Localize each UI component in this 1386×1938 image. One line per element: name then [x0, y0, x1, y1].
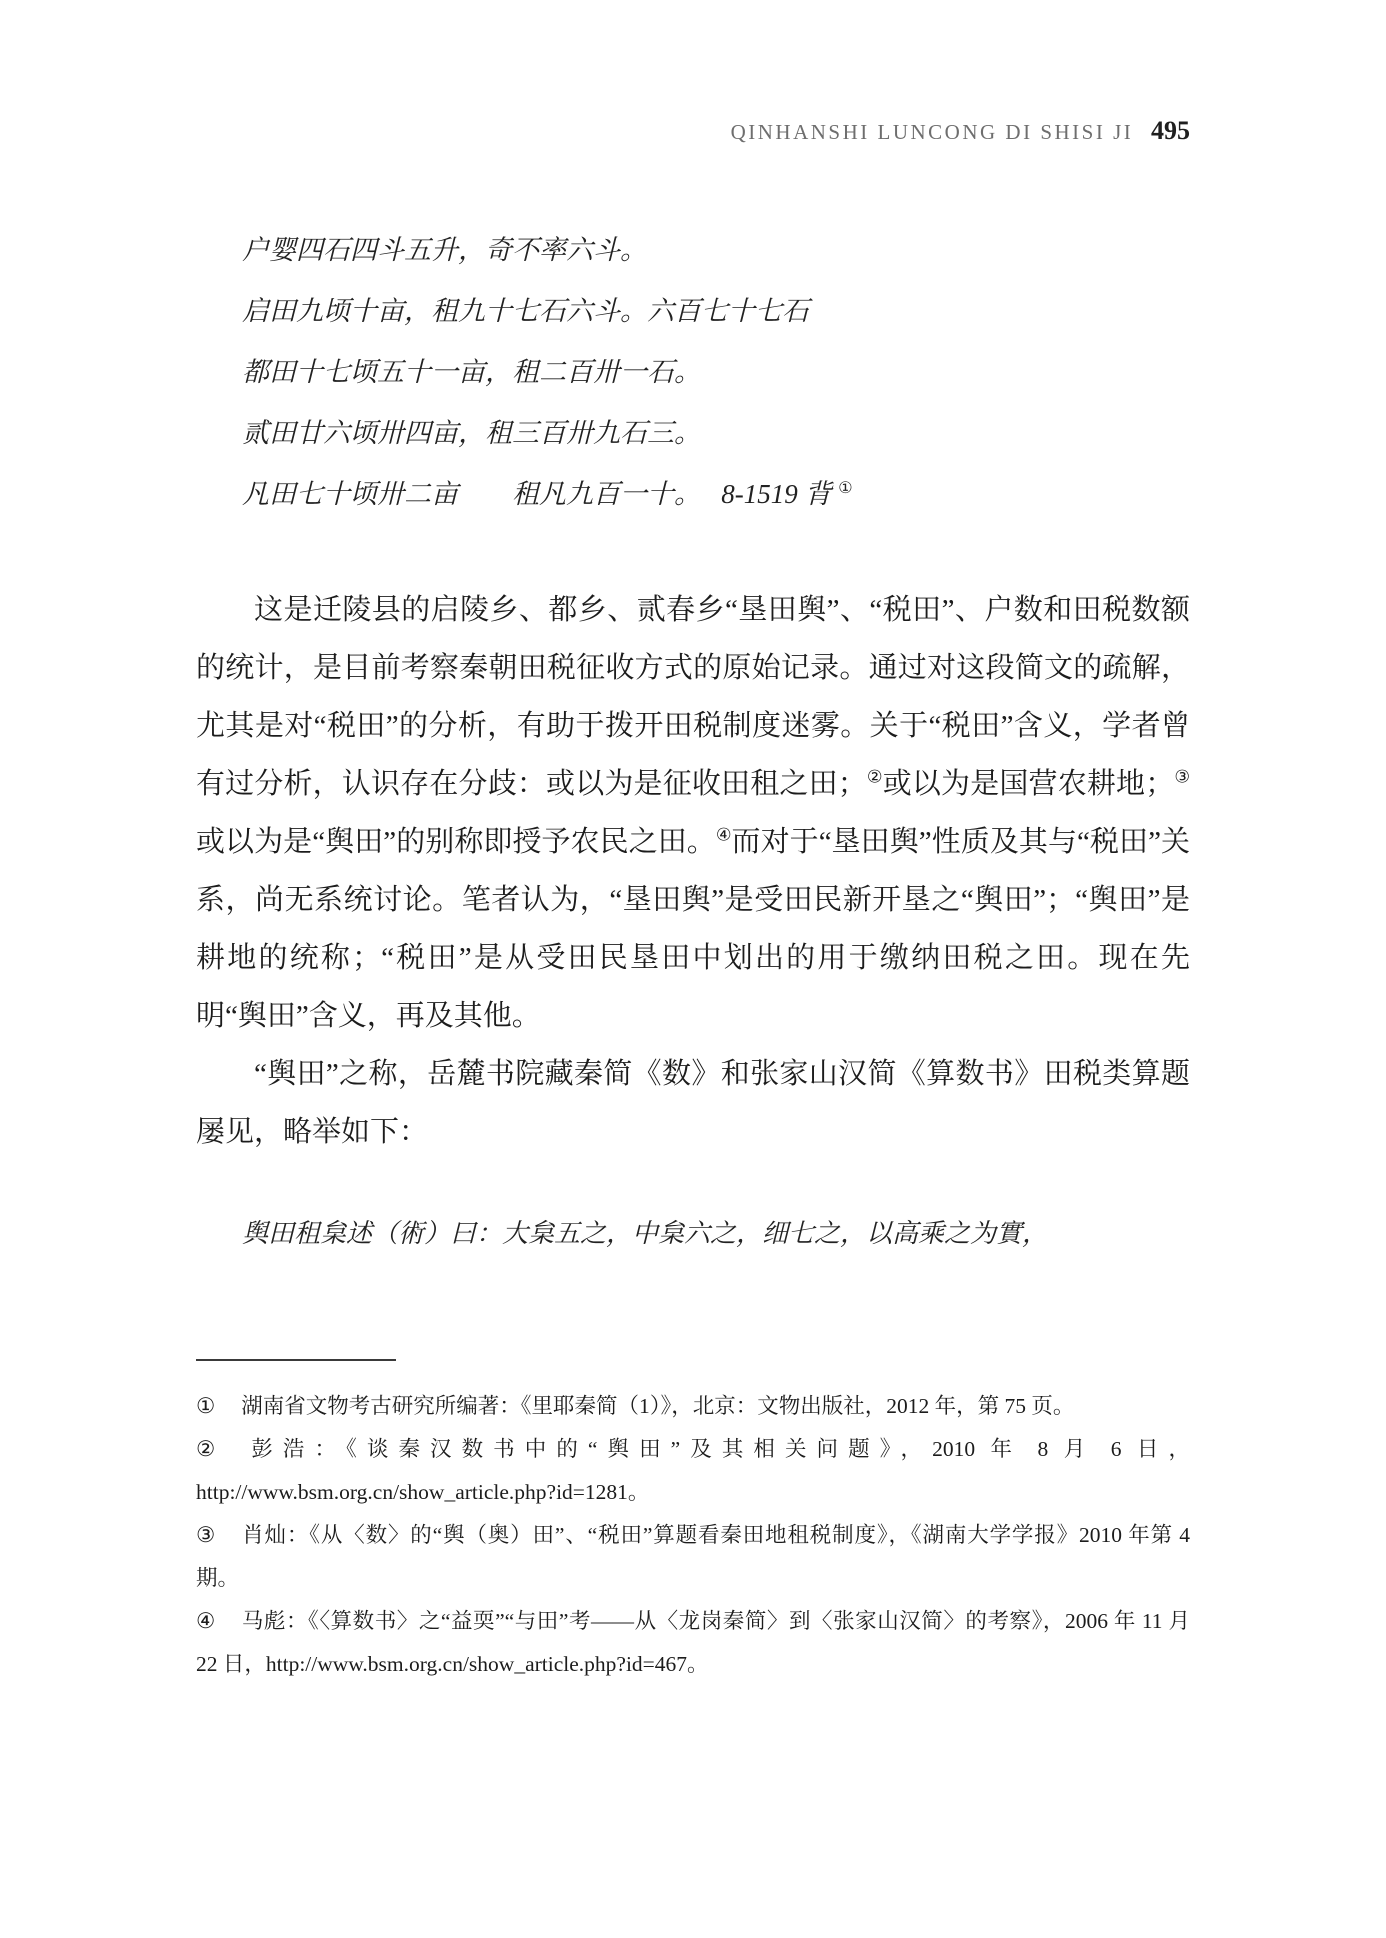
page-number: 495: [1151, 116, 1190, 145]
text-run: 这是迁陵县的启陵乡、都乡、贰春乡“垦田舆”、“税田”、户数和田税数额的统计，是目前考察秦朝田税征收方式的原始记录。通过对这段简文的疏解，尤其是对“税田”的分析，有助于拨开田税制度迷雾。关于“税田”含义，学者曾有过分析，认识存在分歧：或以为是征收田租之田；: [196, 594, 1190, 800]
footnote: [196, 1428, 1190, 1514]
footnote: [196, 1600, 1190, 1686]
running-header-title: QINHANSHI LUNCONG DI SHISI JI: [730, 120, 1134, 144]
text-run: 都田十七顷五十一亩，租二百卅一石。: [242, 357, 701, 387]
slip-quote-line: [242, 403, 1190, 464]
text-run: 贰田廿六顷卅四亩，租三百卅九石三。: [242, 418, 701, 448]
footnote-marker: ①: [196, 1394, 216, 1418]
slip-quote-line: [242, 342, 1190, 403]
footnote-text: 湖南省文物考古研究所编著：《里耶秦简（1）》，北京：文物出版社，2012 年，第 75 页。: [241, 1394, 1075, 1418]
text-run: 凡田七十顷卅二亩 租凡九百一十。 8-1519 背: [242, 479, 839, 509]
footnotes-section: [196, 1385, 1190, 1686]
footnote-ref: ④: [715, 824, 732, 845]
footnote-text: 肖灿：《从〈数〉的“舆（奥）田”、“税田”算题看秦田地租税制度》，《湖南大学学报》2010 年第 4 期。: [196, 1523, 1190, 1590]
slip-quote-block: [196, 220, 1190, 525]
text-run: 或以为是“舆田”的别称即授予农民之田。: [196, 826, 716, 858]
body-paragraph: [196, 1045, 1190, 1161]
slip-quote-line: [242, 281, 1190, 342]
text-run: 户婴四石四斗五升，奇不率六斗。: [242, 235, 647, 265]
footnote-ref: ②: [866, 766, 883, 787]
body-text: [196, 581, 1190, 1161]
slip-quote-line: [242, 464, 1190, 525]
footnote-marker: ④: [196, 1609, 216, 1633]
footnote-text: 马彪：《〈算数书〉之“益耎”“与田”考——从〈龙岗秦简〉到〈张家山汉简〉的考察》，2006 年 11 月 22 日，http://www.bsm.org.cn/show_article.php?id=467。: [196, 1609, 1190, 1676]
text-run: “舆田”之称，岳麓书院藏秦简《数》和张家山汉简《算数书》田税类算题屡见，略举如下：: [196, 1058, 1190, 1148]
text-run: 或以为是国营农耕地；: [882, 768, 1175, 800]
footnote-text: 彭浩：《谈秦汉数书中的“舆田”及其相关问题》，2010 年 8 月 6 日，http://www.bsm.org.cn/show_article.php?id=1281。: [196, 1437, 1191, 1504]
footnote-divider: [196, 1359, 396, 1361]
footnote-marker: ②: [196, 1437, 226, 1461]
math-quote-line: 舆田租枲述（術）曰：大枲五之，中枲六之，细七之，以高乘之为實，: [242, 1219, 1049, 1248]
text-run: 启田九顷十亩，租九十七石六斗。六百七十七石: [242, 296, 809, 326]
body-paragraph: [196, 581, 1190, 1045]
footnote: [196, 1385, 1190, 1428]
slip-quote-line: [242, 220, 1190, 281]
footnote-ref: ①: [838, 479, 853, 497]
running-header: [196, 116, 1190, 146]
text-run: 而对于“垦田舆”性质及其与“税田”关系，尚无系统讨论。笔者认为，“垦田舆”是受田民新开垦之“舆田”；“舆田”是耕地的统称；“税田”是从受田民垦田中划出的用于缴纳田税之田。现在先明“舆田”含义，再及其他。: [196, 826, 1190, 1032]
footnote-ref: ③: [1174, 766, 1190, 787]
footnote: [196, 1514, 1190, 1600]
footnote-marker: ③: [196, 1523, 217, 1547]
